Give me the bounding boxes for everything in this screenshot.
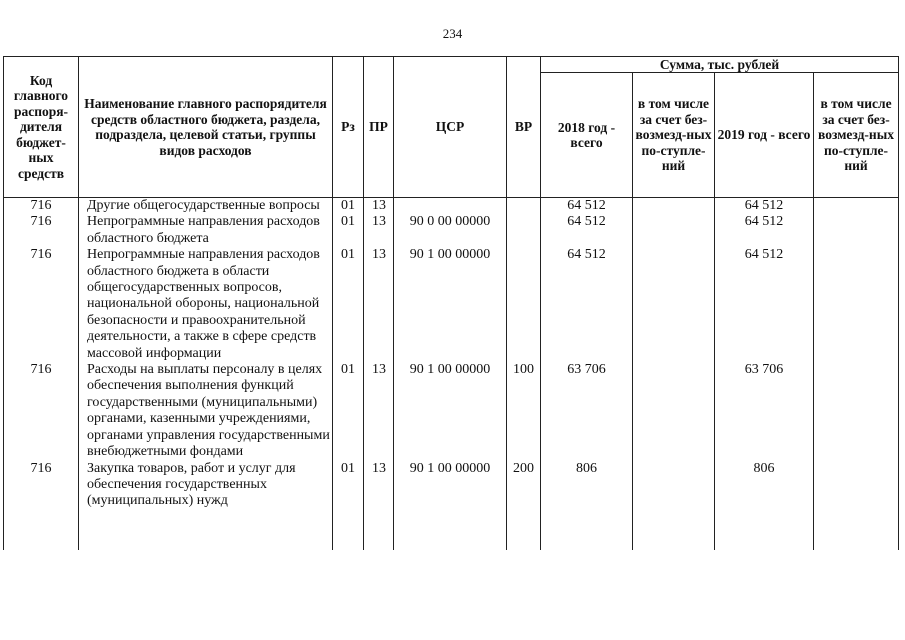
table-row [4,214,899,247]
table-row [4,461,899,510]
cell-code: 716 [4,214,79,247]
cell-code: 716 [4,247,79,362]
cell-2018-total: 64 512 [541,214,633,247]
cell-2019-total: 64 512 [715,247,814,362]
cell-2019-free [814,247,899,362]
table-row [4,362,899,460]
cell-2018-total: 806 [541,461,633,510]
cell-2019-free [814,198,899,215]
cell-pr: 13 [364,247,394,362]
cell-name: Другие общегосударственные вопросы [79,198,333,215]
cell-2018-total: 63 706 [541,362,633,460]
cell-rz: 01 [333,198,364,215]
cell-name: Непрограммные направления расходов областного бюджета в области общегосударственных вопросов, национальной обороны, национальной безопасности и правоохранительной деятельности, а также в сфере средств массовой информации [79,247,333,362]
cell-2019-total: 63 706 [715,362,814,460]
header-vr: ВР [507,57,541,198]
header-name: Наименование главного распорядителя средств областного бюджета, раздела, подраздела, целевой статьи, группы видов расходов [79,57,333,198]
cell-vr: 200 [507,461,541,510]
header-2019-free: в том числе за счет без-возмезд-ных по-ступле-ний [814,73,899,198]
cell-pr: 13 [364,214,394,247]
cell-name: Закупка товаров, работ и услуг для обеспечения государственных (муниципальных) нужд [79,461,333,510]
header-code: Код главного распоря-дителя бюджет-ных средств [4,57,79,198]
header-rz: Рз [333,57,364,198]
cell-pr: 13 [364,362,394,460]
cell-2018-free [633,247,715,362]
cell-vr [507,198,541,215]
cell-pr: 13 [364,461,394,510]
cell-name: Непрограммные направления расходов областного бюджета [79,214,333,247]
table-row [4,247,899,362]
cell-code: 716 [4,198,79,215]
cell-2019-free [814,362,899,460]
cell-2019-total: 64 512 [715,214,814,247]
cell-csr: 90 1 00 00000 [394,461,507,510]
cell-csr: 90 1 00 00000 [394,247,507,362]
header-sum: Сумма, тыс. рублей [541,57,899,73]
cell-rz: 01 [333,362,364,460]
cell-2019-free [814,214,899,247]
table-spacer-row [4,510,899,550]
cell-pr: 13 [364,198,394,215]
cell-vr [507,247,541,362]
cell-2019-total: 806 [715,461,814,510]
cell-2018-free [633,198,715,215]
header-csr: ЦСР [394,57,507,198]
cell-2019-free [814,461,899,510]
budget-table [3,56,899,550]
header-pr: ПР [364,57,394,198]
cell-2019-total: 64 512 [715,198,814,215]
cell-name: Расходы на выплаты персоналу в целях обеспечения выполнения функций государственными (муниципальными) органами, казенными учреждениями, органами управления государственными внебюджетными фондами [79,362,333,460]
cell-rz: 01 [333,214,364,247]
cell-rz: 01 [333,461,364,510]
cell-code: 716 [4,461,79,510]
cell-vr [507,214,541,247]
cell-2018-free [633,461,715,510]
page-number: 234 [442,26,463,41]
cell-csr: 90 1 00 00000 [394,362,507,460]
table-header [4,57,899,198]
header-2019-total: 2019 год - всего [715,73,814,198]
cell-vr: 100 [507,362,541,460]
cell-2018-free [633,362,715,460]
cell-2018-free [633,214,715,247]
table-body [4,198,899,550]
table-row [4,198,899,215]
header-2018-free: в том числе за счет без-возмезд-ных по-ступле-ний [633,73,715,198]
cell-2018-total: 64 512 [541,247,633,362]
cell-code: 716 [4,362,79,460]
cell-csr [394,198,507,215]
cell-rz: 01 [333,247,364,362]
cell-2018-total: 64 512 [541,198,633,215]
cell-csr: 90 0 00 00000 [394,214,507,247]
header-2018-total: 2018 год - всего [541,73,633,198]
